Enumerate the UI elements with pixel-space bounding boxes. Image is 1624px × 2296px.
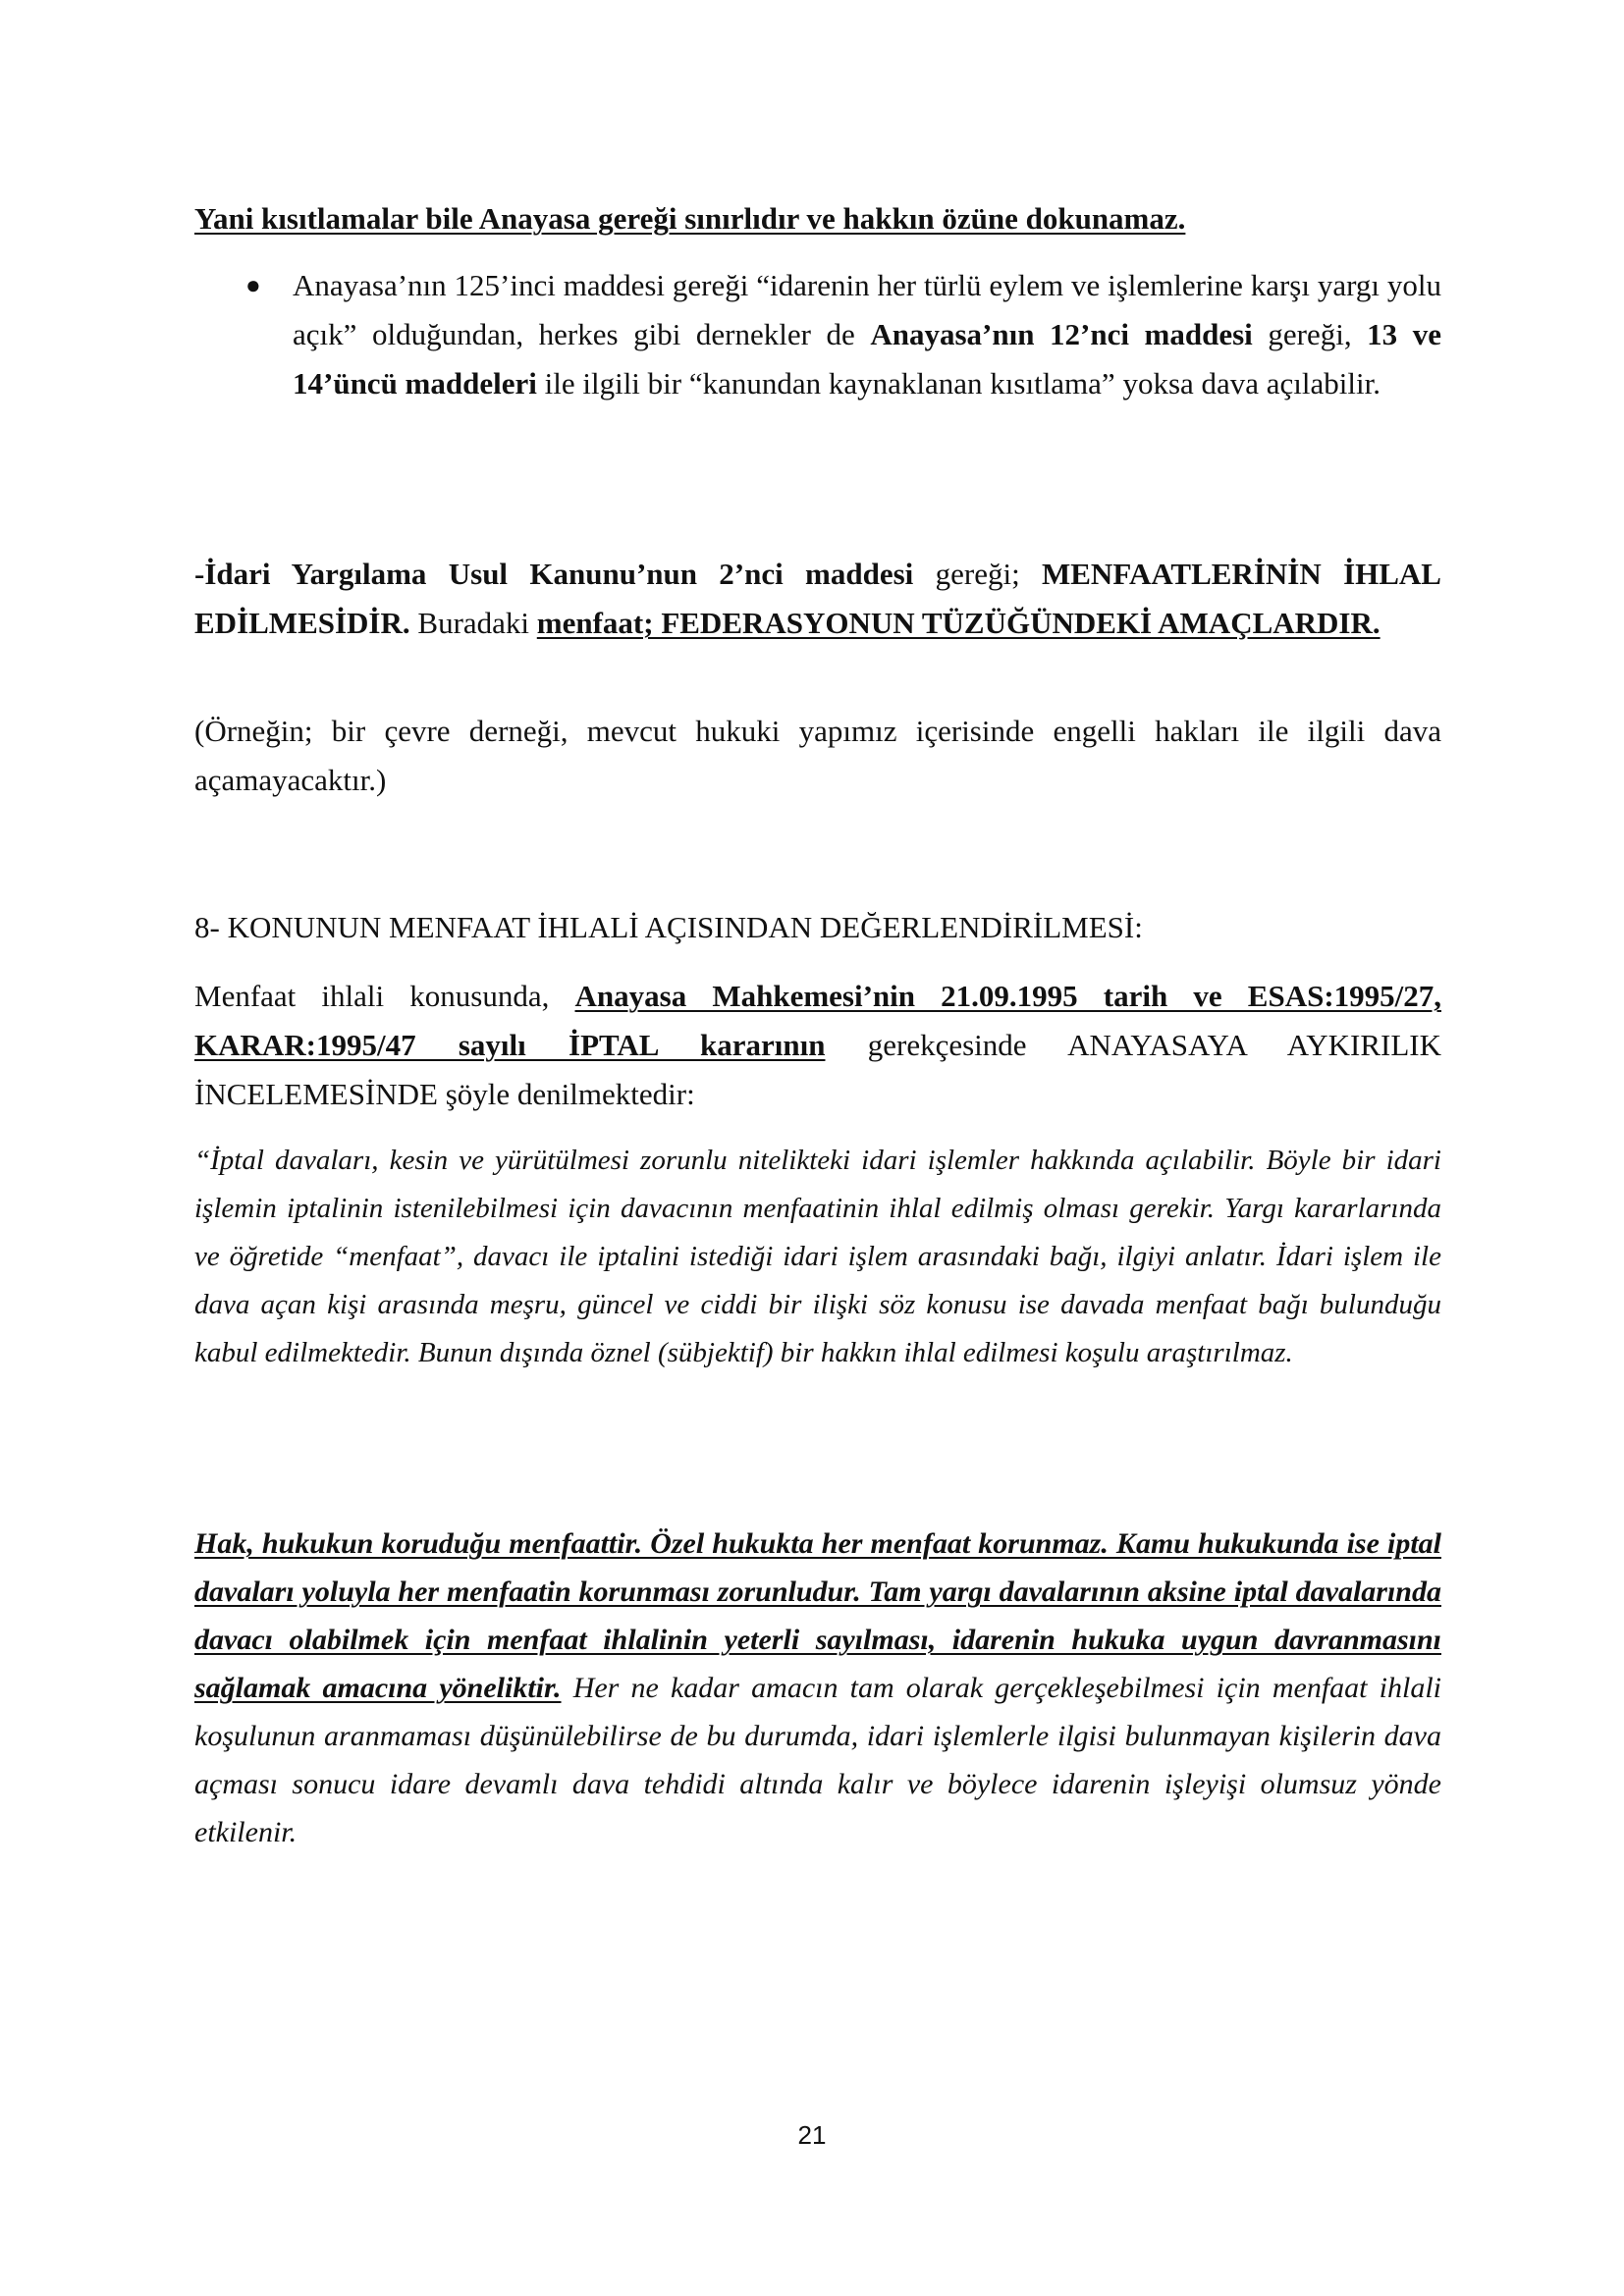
underlined-heading: Yani kısıtlamalar bile Anayasa gereği sınırlıdır ve hakkın özüne dokunamaz. [194, 201, 1186, 236]
paragraph-conclusion: Hak, hukukun koruduğu menfaattir. Özel hukukta her menfaat korunmaz. Kamu hukukunda ise iptal davaları yoluyla her menfaatin korunması zorunludur. Tam yargı davalarının aksine iptal davalarında davacı olabilmek için menfaat ihlalinin yeterli sayılması, idarenin hukuka uygun davranmasını sağlamak amacına yöneliktir. Her ne kadar amacın tam olarak gerçekleşebilmesi için menfaat ihlali koşulunun aranmaması düşünülebilirse de bu durumda, idari işlemlerle ilgisi bulunmayan kişilerin dava açması sonucu idare devamlı dava tehdidi altında kalır ve böylece idarenin işleyişi olumsuz yönde etkilenir. [194, 1527, 1441, 1848]
bold-underlined-reference: Anayasa Mahkemesi’nin 21.09.1995 tarih ve ESAS:1995/27, KARAR:1995/47 sayılı İPTAL kararının [194, 979, 1442, 1062]
section-heading: 8- KONUNUN MENFAAT İHLALİ AÇISINDAN DEĞERLENDİRİLMESİ: [194, 910, 1143, 944]
bullet-text: Anayasa’nın 125’inci maddesi gereği “idarenin her türlü eylem ve işlemlerine karşı yargı yolu açık” olduğundan, herkes gibi dernekler de Anayasa’nın 12’nci maddesi gereği, 13 ve 14’üncü maddeleri ile ilgili bir “kanundan kaynaklanan kısıtlama” yoksa dava açılabilir. [293, 268, 1441, 400]
paragraph-iyuk-article: -İdari Yargılama Usul Kanunu’nun 2’nci maddesi gereği; MENFAATLERİNİN İHLAL EDİLMESİDİR. Buradaki menfaat; FEDERASYONUN TÜZÜĞÜNDEKİ AMAÇLARDIR. [194, 557, 1441, 640]
bold-reference: 13 ve 14’üncü maddeleri [293, 317, 1441, 400]
bold-underlined-emphasis: menfaat; FEDERASYONUN TÜZÜĞÜNDEKİ AMAÇLARDIR. [536, 606, 1380, 640]
page-number: 21 [797, 2120, 827, 2150]
bullet-icon: ● [245, 271, 261, 299]
bold-reference: -İdari Yargılama Usul Kanunu’nun 2’nci maddesi [194, 557, 914, 591]
bold-emphasis: MENFAATLERİNİN İHLAL EDİLMESİDİR. [194, 557, 1441, 640]
paragraph-example: (Örneğin; bir çevre derneği, mevcut hukuki yapımız içerisinde engelli hakları ile ilgili dava açamayacaktır.) [194, 714, 1441, 797]
quoted-court-text: “İptal davaları, kesin ve yürütülmesi zorunlu nitelikteki idari işlemler hakkında açılabilir. Böyle bir idari işlemin iptalinin istenilebilmesi için davacının menfaatinin ihlal edilmiş olması gerekir. Yargı kararlarında ve öğretide “menfaat”, davacı ile iptalini istediği idari işlem arasındaki bağı, ilgiyi anlatır. İdari işlem ile dava açan kişi arasında meşru, güncel ve ciddi bir ilişki söz konusu ise davada menfaat bağı bulunduğu kabul edilmektedir. Bunun dışında öznel (sübjektif) bir hakkın ihlal edilmesi koşulu araştırılmaz. [194, 1145, 1441, 1368]
bold-reference: Anayasa’nın 12’nci maddesi [870, 317, 1253, 351]
bold-underlined-emphasis: Hak, hukukun koruduğu menfaattir. Özel hukukta her menfaat korunmaz. Kamu hukukunda ise iptal davaları yoluyla her menfaatin korunması zorunludur. Tam yargı davalarının aksine iptal davalarında davacı olabilmek için menfaat ihlalinin yeterli sayılması, idarenin hukuka uygun davranmasını sağlamak amacına yöneliktir. [194, 1527, 1441, 1704]
paragraph-court-decision: Menfaat ihlali konusunda, Anayasa Mahkemesi’nin 21.09.1995 tarih ve ESAS:1995/27, KARAR:1995/47 sayılı İPTAL kararının gerekçesinde ANAYASAYA AYKIRILIK İNCELEMESİNDE şöyle denilmektedir: [194, 979, 1442, 1111]
